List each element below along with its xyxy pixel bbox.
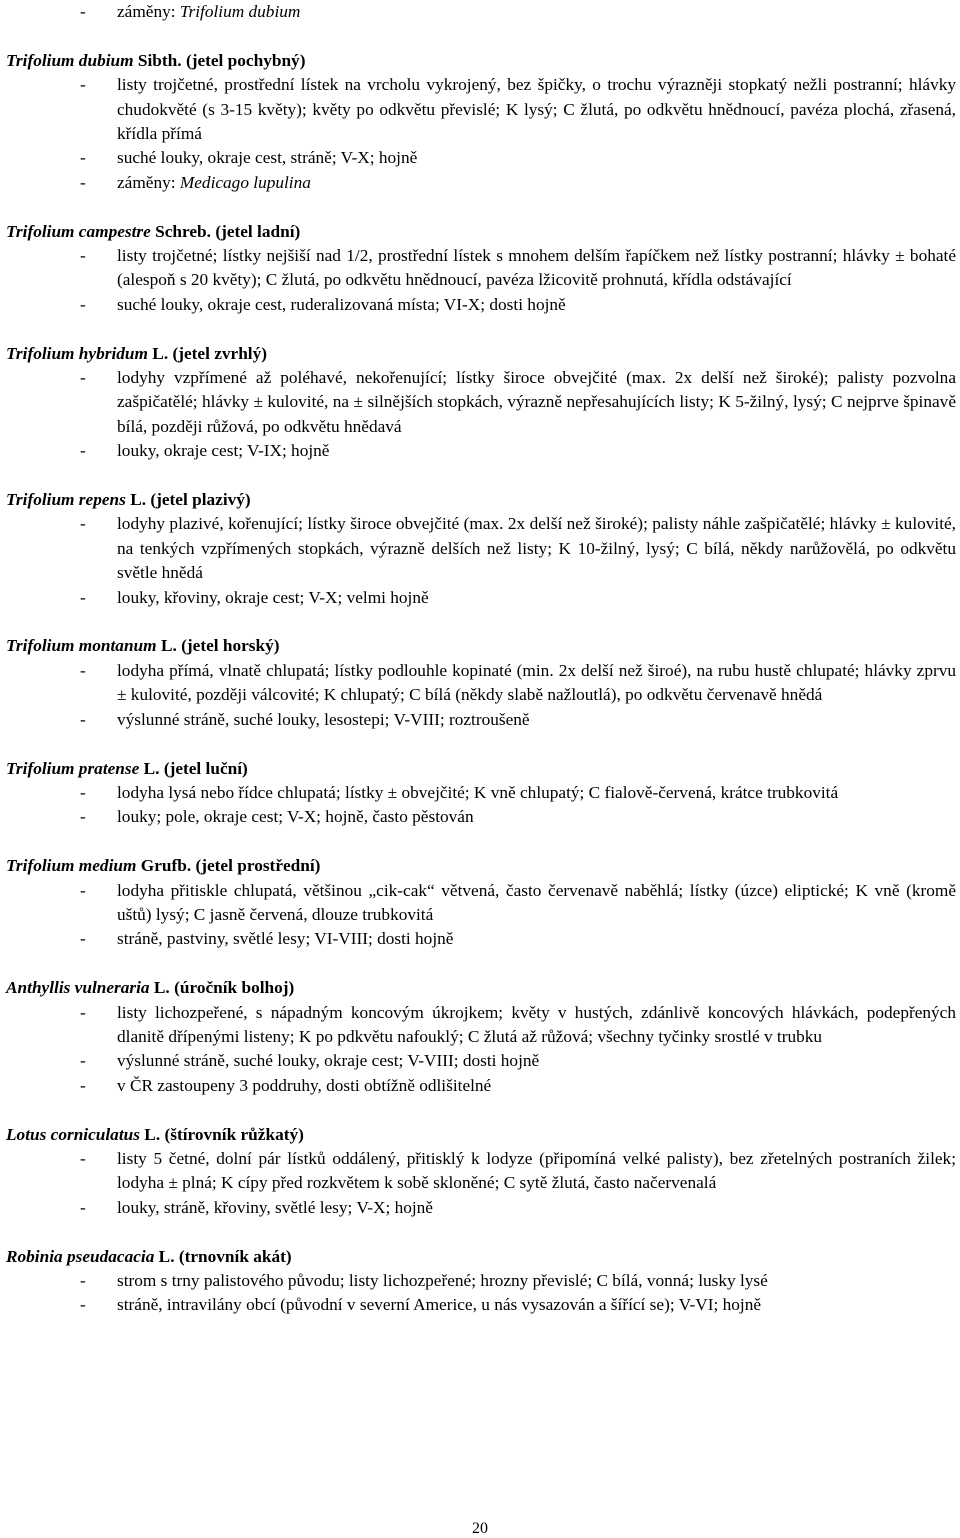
latin-name: Trifolium montanum xyxy=(6,636,157,656)
bullet-item xyxy=(6,171,956,195)
bullet-item xyxy=(6,1001,956,1050)
author-abbrev: L. xyxy=(144,1124,161,1144)
bullet-text: stráně, pastviny, světlé lesy; VI-VIII; dosti hojně xyxy=(117,929,454,949)
bullet-item xyxy=(6,1049,956,1073)
bullet-text: louky, křoviny, okraje cest; V-X; velmi hojně xyxy=(117,587,429,607)
species-entry xyxy=(6,634,956,732)
species-entry xyxy=(6,854,956,952)
latin-name: Trifolium pratense xyxy=(6,758,140,778)
species-entry xyxy=(6,488,956,610)
species-heading xyxy=(6,49,956,73)
author-abbrev: Sibth. xyxy=(137,50,182,70)
bullet-text: stráně, intravilány obcí (původní v severní Americe, u nás vysazován a šířící se); V-VI; hojně xyxy=(117,1295,762,1315)
species-entry xyxy=(6,1245,956,1318)
czech-name: (úročník bolhoj) xyxy=(174,978,295,998)
species-heading xyxy=(6,854,956,878)
bullet-item xyxy=(6,244,956,293)
latin-name: Trifolium dubium xyxy=(6,50,134,70)
bullet-text: výslunné stráně, suché louky, lesostepi; V-VIII; roztroušeně xyxy=(117,709,530,729)
species-entry xyxy=(6,1123,956,1221)
bullet-item xyxy=(6,781,956,805)
author-abbrev: L. xyxy=(153,978,170,998)
bullet-item xyxy=(6,1147,956,1196)
bullet-dash: - xyxy=(80,1002,86,1022)
bullet-text: lodyha lysá nebo řídce chlupatá; lístky ± obvejčité; K vně chlupatý; C fialově-červená, krátce trubkovitá xyxy=(117,782,839,802)
bullet-item xyxy=(6,146,956,170)
bullet-text: louky, okraje cest; V-IX; hojně xyxy=(117,441,330,461)
bullet-dash: - xyxy=(80,1295,86,1315)
bullet-dash: - xyxy=(80,929,86,949)
latin-name: Trifolium hybridum xyxy=(6,343,148,363)
bullet-item xyxy=(6,366,956,439)
bullet-dash: - xyxy=(80,782,86,802)
bullet-item xyxy=(6,805,956,829)
bullet-dash: - xyxy=(80,660,86,680)
author-abbrev: L. xyxy=(152,343,169,363)
bullet-item xyxy=(6,512,956,585)
bullet-item xyxy=(6,879,956,928)
page-number: 20 xyxy=(472,1520,488,1537)
latin-name: Trifolium medium xyxy=(6,856,137,876)
bullet-text: záměny: Trifolium dubium xyxy=(117,2,301,21)
bullet-item xyxy=(6,1293,956,1317)
species-heading xyxy=(6,1245,956,1269)
bullet-text: lodyhy plazivé, kořenující; lístky široce obvejčité (max. 2x delší než široké); palisty náhle zašpičatělé; hlávky ± kulovité, na tenkých vzpřímených stopkách, výrazně delších než listy; K 10-žilný, lysý; C bílá, někdy narůžovělá, po odkvětu světle hnědá xyxy=(117,514,956,583)
bullet-item xyxy=(6,1269,956,1293)
bullet-text: výslunné stráně, suché louky, okraje cest; V-VIII; dosti hojně xyxy=(117,1051,540,1071)
czech-name: (trnovník akát) xyxy=(178,1246,292,1266)
species-entry xyxy=(6,976,956,1098)
bullet-text: lodyha přímá, vlnatě chlupatá; lístky podlouhle kopinaté (min. 2x delší než široé), na rubu hustě chlupaté; hlávky zprvu ± kulovité, později válcovité; K chlupatý; C bílá (někdy slabě nažloutlá), po odkvětu červenavě hnědá xyxy=(117,660,956,705)
bullet-dash: - xyxy=(80,1148,86,1168)
species-heading xyxy=(6,634,956,658)
author-abbrev: L. xyxy=(130,490,147,510)
bullet-text: suché louky, okraje cest, ruderalizovaná místa; VI-X; dosti hojně xyxy=(117,294,566,314)
bullet-dash: - xyxy=(80,75,86,95)
species-list xyxy=(6,49,956,1318)
bullet-dash: - xyxy=(80,441,86,461)
bullet-text: louky; pole, okraje cest; V-X; hojně, často pěstován xyxy=(117,807,474,827)
species-heading xyxy=(6,220,956,244)
species-heading xyxy=(6,757,956,781)
top-bullet xyxy=(6,0,956,24)
latin-name: Trifolium repens xyxy=(6,490,126,510)
czech-name: (jetel horský) xyxy=(181,636,280,656)
bullet-dash: - xyxy=(80,1075,86,1095)
czech-name: (jetel plazivý) xyxy=(150,490,251,510)
bullet-dash: - xyxy=(80,514,86,534)
bullet-item xyxy=(6,1196,956,1220)
species-heading xyxy=(6,342,956,366)
bullet-text: listy lichozpeřené, s nápadným koncovým úkrojkem; květy v hustých, zdánlivě koncových hlávkách, podepřených dlanitě dřípenými listeny; K po pdkvětu nafouklý; C žlutá až růžová; všechny tyčinky srostlé v trubku xyxy=(117,1002,956,1046)
bullet-text: louky, stráně, křoviny, světlé lesy; V-X; hojně xyxy=(117,1197,433,1217)
bullet-dash: - xyxy=(80,807,86,827)
bullet-item xyxy=(6,708,956,732)
latin-name: Trifolium campestre xyxy=(6,221,151,241)
species-entry xyxy=(6,342,956,464)
bullet-dash: - xyxy=(80,1197,86,1217)
document-body xyxy=(6,0,956,1318)
bullet-text: v ČR zastoupeny 3 poddruhy, dosti obtížně odlišitelné xyxy=(117,1075,492,1095)
czech-name: (štírovník růžkatý) xyxy=(164,1124,304,1144)
bullet-dash: - xyxy=(80,1270,86,1290)
bullet-item xyxy=(6,1074,956,1098)
czech-name: (jetel prostřední) xyxy=(195,856,321,876)
latin-name: Anthyllis vulneraria xyxy=(6,978,150,998)
bullet-text: suché louky, okraje cest, stráně; V-X; hojně xyxy=(117,148,418,168)
species-heading xyxy=(6,976,956,1000)
bullet-item xyxy=(6,586,956,610)
author-abbrev: Grufb. xyxy=(140,856,192,876)
bullet-item xyxy=(6,293,956,317)
species-heading xyxy=(6,488,956,512)
bullet-item xyxy=(6,927,956,951)
bullet-dash: - xyxy=(80,294,86,314)
bullet-item xyxy=(6,439,956,463)
czech-name: (jetel luční) xyxy=(163,758,248,778)
latin-name: Lotus corniculatus xyxy=(6,1124,140,1144)
species-entry xyxy=(6,220,956,318)
czech-name: (jetel pochybný) xyxy=(185,50,306,70)
bullet-item xyxy=(6,659,956,708)
bullet-text: záměny: Medicago lupulina xyxy=(117,172,311,192)
bullet-dash: - xyxy=(80,1051,86,1071)
bullet-dash: - xyxy=(80,709,86,729)
author-abbrev: L. xyxy=(160,636,177,656)
author-abbrev: L. xyxy=(158,1246,175,1266)
bullet-text: listy trojčetné; lístky nejšiší nad 1/2, prostřední lístek s mnohem delším řapíčkem než lístky postranní; hlávky ± bohaté (alespoň s 20 květy); C žlutá, po odkvětu hnědnoucí, pavéza lžicovitě prohnutá, křídla odstávající xyxy=(117,246,956,290)
czech-name: (jetel ladní) xyxy=(215,221,301,241)
bullet-dash: - xyxy=(80,587,86,607)
bullet-dash: - xyxy=(80,368,86,388)
bullet-dash: - xyxy=(80,172,86,192)
species-entry xyxy=(6,49,956,195)
bullet-dash: - xyxy=(80,2,86,21)
bullet-dash: - xyxy=(80,246,86,266)
bullet-text: listy trojčetné, prostřední lístek na vrcholu vykrojený, bez špičky, o trochu výrazněji stopkatý nežli postranní; hlávky chudokvěté (s 3-15 květy); květy po odkvětu převislé; K lysý; C žlutá, po odkvětu hnědnoucí, pavéza plochá, zřasená, křídla přímá xyxy=(117,75,956,144)
bullet-dash: - xyxy=(80,148,86,168)
bullet-text: lodyhy vzpřímené až poléhavé, nekořenující; lístky široce obvejčité (max. 2x delší než široké); palisty pozvolna zašpičatělé; hlávky ± kulovité, na ± silnějších stopkách, výrazně nepřesahujících listy; K 5-žilný, lysý; C nejprve špinavě bílá, později růžová, po odkvětu hnědavá xyxy=(117,368,956,436)
bullet-item xyxy=(6,73,956,146)
author-abbrev: L. xyxy=(143,758,160,778)
latin-name: Robinia pseudacacia xyxy=(6,1246,155,1266)
bullet-text: strom s trny palistového původu; listy lichozpeřené; hrozny převislé; C bílá, vonná; lusky lysé xyxy=(117,1270,768,1290)
bullet-text: listy 5 četné, dolní pár lístků oddálený, přitisklý k lodyze (připomíná velké palisty), bez zřetelných postraních žilek; lodyha ± plná; K cípy před rozkvětem k sobě skloněné; C sytě žlutá, často načervenalá xyxy=(117,1148,956,1193)
bullet-dash: - xyxy=(80,880,86,900)
species-heading xyxy=(6,1123,956,1147)
species-entry xyxy=(6,757,956,830)
bullet-text: lodyha přitiskle chlupatá, většinou „cik-cak“ větvená, často červenavě naběhlá; lístky (úzce) eliptické; K vně (kromě uštů) lysý; C jasně červená, dlouze trubkovitá xyxy=(117,880,956,924)
author-abbrev: Schreb. xyxy=(155,221,211,241)
czech-name: (jetel zvrhlý) xyxy=(172,343,267,363)
